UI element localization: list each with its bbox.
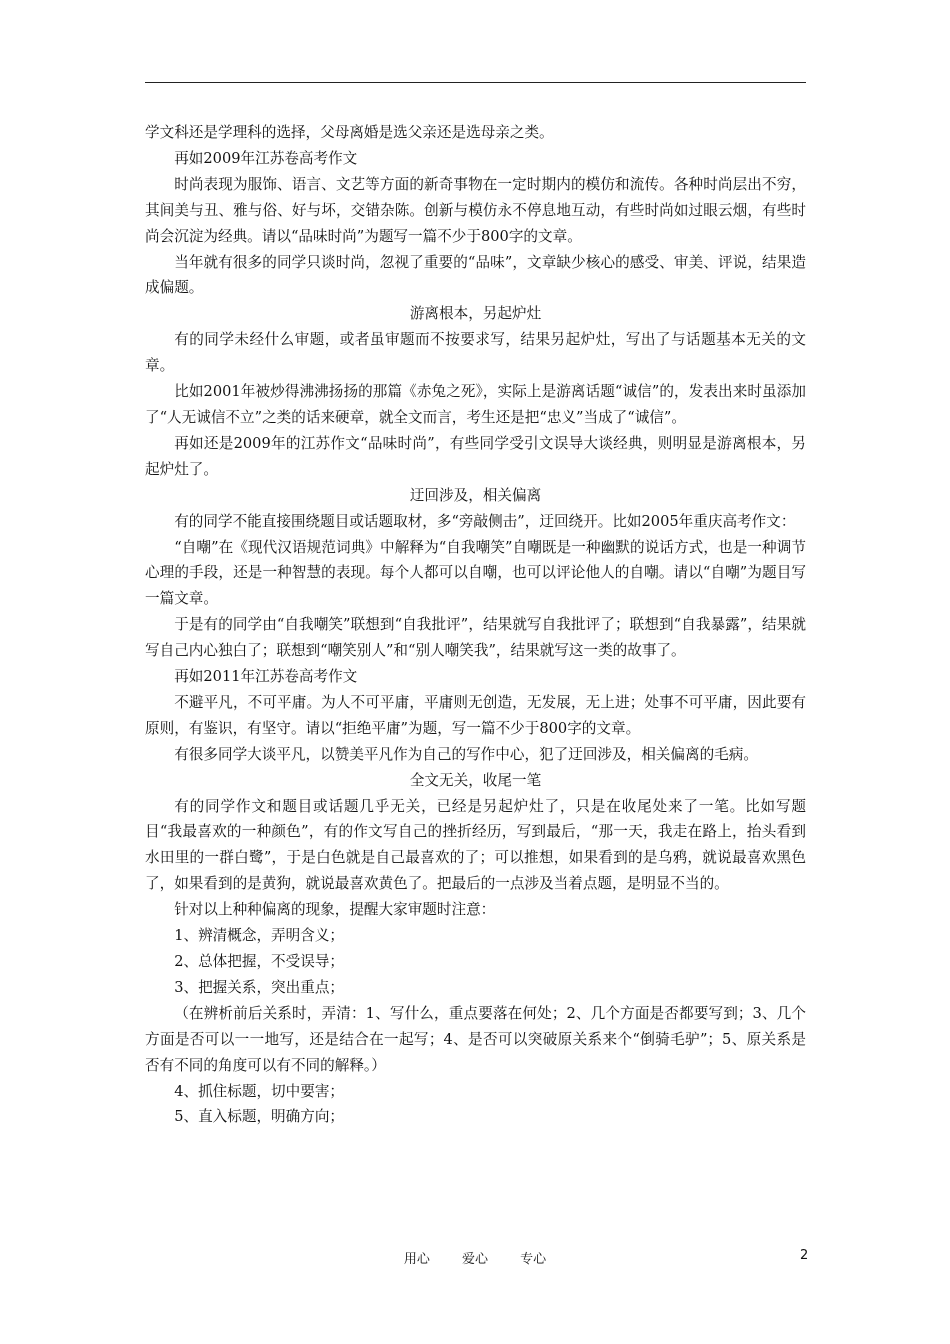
paragraph: 当年就有很多的同学只谈时尚，忽视了重要的“品味”，文章缺少核心的感受、审美、评说，结果造成偏题。 — [145, 253, 806, 297]
paragraph: 针对以上种种偏离的现象，提醒大家审题时注意： — [174, 901, 496, 919]
section-heading: 全文无关，收尾一笔 — [409, 771, 542, 789]
footer-word: 用心 — [403, 1252, 430, 1267]
paragraph: “自嘲”在《现代汉语规范词典》中解释为“自我嘲笑”自嘲既是一种幽默的说话方式，也是一种调节心理的手段，还是一种智慧的表现。每个人都可以自嘲，也可以评论他人的自嘲。请以“自嘲”为题目写一篇文章。 — [145, 538, 806, 608]
page-number: 2 — [800, 1248, 809, 1263]
paragraph: 不避平凡，不可平庸。为人不可平庸，平庸则无创造，无发展，无上进；处事不可平庸，因此要有原则，有鉴识，有坚守。请以“拒绝平庸”为题，写一篇不少于800字的文章。 — [145, 693, 806, 737]
paragraph: 再如2009年江苏卷高考作文 — [174, 149, 358, 167]
paragraph: 有的同学未经什么审题，或者虽审题而不按要求写，结果另起炉灶，写出了与话题基本无关的文章。 — [145, 331, 806, 375]
paragraph: 3、把握关系，突出重点； — [174, 978, 345, 996]
paragraph: 再如2011年江苏卷高考作文 — [174, 668, 358, 686]
document-body — [145, 120, 806, 1130]
section-heading: 迂回涉及，相关偏离 — [409, 486, 542, 504]
paragraph: 4、抓住标题，切中要害； — [174, 1082, 345, 1100]
footer-word: 专心 — [520, 1252, 547, 1267]
header-rule — [145, 82, 806, 83]
paragraph: 有很多同学大谈平凡，以赞美平凡作为自己的写作中心，犯了迂回涉及，相关偏离的毛病。 — [174, 745, 758, 763]
paragraph: 有的同学作文和题目或话题几乎无关，已经是另起炉灶了，只是在收尾处来了一笔。比如写题目“我最喜欢的一种颜色”，有的作文写自己的挫折经历，写到最后，“那一天，我走在路上，抬头看到水田里的一群白鹭”，于是白色就是自己最喜欢的了；可以推想，如果看到的是乌鸦，就说最喜欢黑色了，如果看到的是黄狗，就说最喜欢黄色了。把最后的一点涉及当着点题，是明显不当的。 — [145, 797, 806, 893]
paragraph: 2、总体把握，不受误导； — [174, 953, 345, 970]
paragraph: 比如2001年被炒得沸沸扬扬的那篇《赤兔之死》，实际上是游离话题“诚信”的，发表出来时虽添加了“人无诚信不立”之类的话来硬章，就全文而言，考生还是把“忠义”当成了“诚信”。 — [145, 383, 806, 426]
page-footer — [0, 1248, 950, 1268]
footer-word: 爱心 — [461, 1252, 488, 1267]
paragraph: 5、直入标题，明确方向； — [174, 1108, 345, 1126]
paragraph: 学文科还是学理科的选择，父母离婚是选父亲还是选母亲之类。 — [145, 124, 554, 141]
paragraph: 时尚表现为服饰、语言、文艺等方面的新奇事物在一定时期内的模仿和流传。各种时尚层出不穷，其间美与丑、雅与俗、好与坏，交错杂陈。创新与模仿永不停息地互动，有些时尚如过眼云烟，有些时尚会沉淀为经典。请以“品味时尚”为题写一篇不少于800字的文章。 — [145, 175, 806, 245]
paragraph: 于是有的同学由“自我嘲笑”联想到“自我批评”，结果就写自我批评了；联想到“自我暴露”，结果就写自己内心独白了；联想到“嘲笑别人”和“别人嘲笑我”，结果就写这一类的故事了。 — [145, 616, 806, 660]
paragraph: 再如还是2009年的江苏作文“品味时尚”，有些同学受引文误导大谈经典，则明显是游离根本，另起炉灶了。 — [145, 434, 806, 478]
section-heading: 游离根本，另起炉灶 — [409, 305, 542, 323]
paragraph: 1、辨清概念，弄明含义； — [174, 927, 345, 945]
paragraph: （在辨析前后关系时，弄清：1、写什么，重点要落在何处；2、几个方面是否都要写到；3、几个方面是否可以一一地写，还是结合在一起写；4、是否可以突破原关系来个“倒骑毛驴”；5、原关系是否有不同的角度可以有不同的解释。） — [145, 1004, 806, 1074]
paragraph: 有的同学不能直接围绕题目或话题取材，多“旁敲侧击”，迂回绕开。比如2005年重庆高考作文： — [174, 512, 796, 530]
